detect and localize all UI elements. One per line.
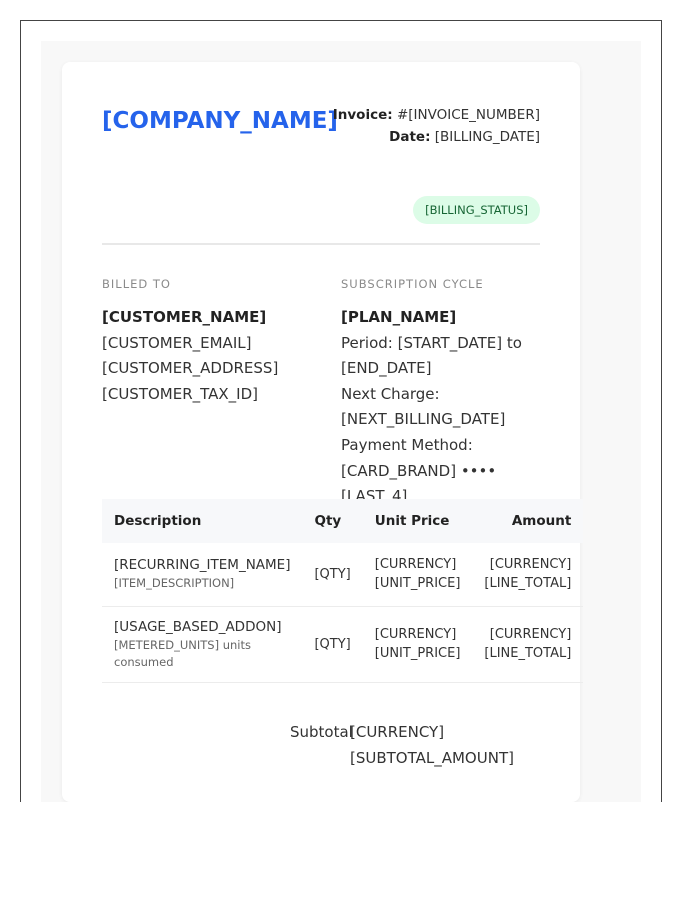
item-description-cell [102, 606, 302, 682]
customer-address: [CUSTOMER_ADDRESS] [102, 359, 279, 378]
subscription-period: Period: [START_DATE] to [END_DATE] [341, 333, 522, 378]
billed-to-title: BILLED TO [102, 277, 171, 291]
invoice-date-line [333, 127, 540, 149]
header-unit-price: Unit Price [374, 513, 450, 529]
invoice-meta [333, 105, 540, 148]
company-name: [COMPANY_NAME] [102, 108, 338, 134]
invoice-card [62, 62, 580, 802]
item-description-cell [102, 543, 302, 606]
header-amount: Amount [511, 513, 572, 529]
header-qty: Qty [314, 513, 342, 529]
item-description: [ITEM_DESCRIPTION] [114, 576, 235, 591]
status-badge: [BILLING_STATUS] [413, 196, 540, 224]
item-qty: [QTY] [302, 606, 362, 682]
item-description: [METERED_UNITS] units consumed [114, 637, 251, 669]
billing-date: [BILLING_DATE] [434, 128, 540, 145]
totals-section [290, 719, 515, 771]
invoice-number-line [333, 105, 540, 127]
item-name: [RECURRING_ITEM_NAME] [114, 557, 291, 574]
header-description: Description [114, 513, 202, 529]
customer-name: [CUSTOMER_NAME] [102, 308, 267, 326]
item-amount: [CURRENCY] [LINE_TOTAL] [472, 606, 583, 682]
item-unit-price: [CURRENCY] [UNIT_PRICE] [363, 543, 473, 606]
table-header-row [102, 499, 583, 543]
subtotal-label: Subtotal [290, 723, 353, 741]
billed-to-details [102, 305, 322, 407]
table-row [102, 606, 583, 682]
table-row [102, 543, 583, 606]
invoice-label: Invoice: [332, 107, 393, 123]
payment-method: Payment Method: [CARD_BRAND] •••• [LAST_4] [341, 435, 497, 506]
next-charge: Next Charge: [NEXT_BILLING_DATE] [341, 384, 506, 429]
line-items-table [102, 499, 583, 683]
subscription-title: SUBSCRIPTION CYCLE [341, 277, 484, 291]
invoice-number: #[INVOICE_NUMBER] [396, 107, 540, 123]
item-qty: [QTY] [302, 543, 362, 606]
item-name: [USAGE_BASED_ADDON] [114, 618, 282, 635]
header-divider [102, 243, 540, 245]
subscription-details [341, 305, 541, 510]
item-amount: [CURRENCY] [LINE_TOTAL] [472, 543, 583, 606]
item-unit-price: [CURRENCY] [UNIT_PRICE] [363, 606, 473, 682]
customer-email: [CUSTOMER_EMAIL] [102, 333, 252, 352]
plan-name: [PLAN_NAME] [341, 308, 457, 326]
page-frame [20, 20, 662, 802]
date-label: Date: [389, 128, 431, 145]
subtotal-value: [CURRENCY] [SUBTOTAL_AMOUNT] [350, 723, 514, 767]
customer-tax-id: [CUSTOMER_TAX_ID] [102, 384, 258, 403]
